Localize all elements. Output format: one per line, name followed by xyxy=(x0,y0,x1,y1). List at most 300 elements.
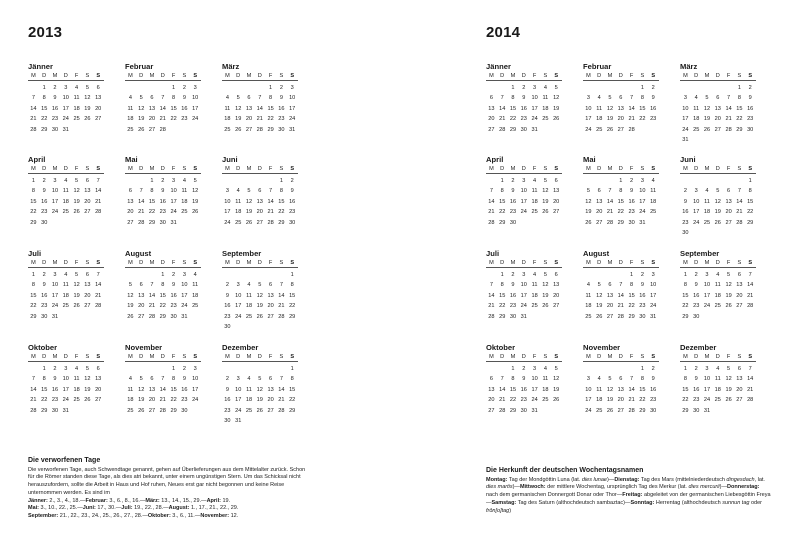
day-cell: 21 xyxy=(499,116,506,123)
day-cell: 15 xyxy=(289,386,296,393)
day-cell: 17 xyxy=(181,292,188,299)
day-cell: 29 xyxy=(628,313,635,320)
day-cell: 12 xyxy=(606,105,614,112)
day-cell: 29 xyxy=(682,407,689,414)
empty-cell xyxy=(702,176,713,187)
month-februar-2013 xyxy=(125,62,201,135)
day-cell: 8 xyxy=(640,376,644,383)
day-cell: 12 xyxy=(596,292,603,299)
empty-cell xyxy=(702,83,713,94)
weekday-label: D xyxy=(63,166,68,172)
day-cell: 14 xyxy=(159,105,166,112)
weekday-label: S xyxy=(737,166,742,172)
day-cell: 12 xyxy=(192,188,199,195)
day-cell: 13 xyxy=(245,105,253,112)
day-cell: 18 xyxy=(62,198,69,205)
day-cell: 18 xyxy=(73,386,80,393)
day-cell: 23 xyxy=(693,397,700,404)
day-cell: 17 xyxy=(682,116,689,123)
day-cell: 15 xyxy=(159,292,166,299)
day-grid xyxy=(125,176,201,229)
day-cell: 17 xyxy=(650,292,657,299)
day-cell: 6 xyxy=(608,282,612,289)
weekday-label: D xyxy=(597,260,602,266)
day-cell: 16 xyxy=(693,292,700,299)
day-cell: 19 xyxy=(542,198,549,205)
day-cell: 24 xyxy=(531,116,538,123)
day-cell: 27 xyxy=(488,126,495,133)
day-cell: 2 xyxy=(53,365,57,372)
day-cell: 15 xyxy=(639,386,646,393)
day-cell: 15 xyxy=(747,198,754,205)
day-cell: 14 xyxy=(148,292,156,299)
day-grid xyxy=(680,176,756,240)
day-cell: 27 xyxy=(127,219,134,226)
day-cell: 18 xyxy=(650,198,657,205)
day-cell: 26 xyxy=(192,209,199,216)
day-cell: 20 xyxy=(148,116,156,123)
day-cell: 10 xyxy=(170,188,177,195)
weekday-label: F xyxy=(171,260,176,266)
day-cell: 11 xyxy=(127,386,134,393)
day-cell: 2 xyxy=(522,84,526,91)
day-cell: 7 xyxy=(619,282,623,289)
day-cell: 12 xyxy=(245,198,253,205)
weekday-label: M xyxy=(489,73,494,79)
day-cell: 25 xyxy=(127,407,134,414)
day-cell: 17 xyxy=(192,386,199,393)
day-grid xyxy=(125,83,201,136)
day-cell: 23 xyxy=(170,303,177,310)
weekday-label: S xyxy=(182,260,187,266)
day-cell: 21 xyxy=(278,303,285,310)
day-grid xyxy=(583,270,659,323)
day-cell: 30 xyxy=(747,126,754,133)
day-cell: 3 xyxy=(533,365,537,372)
month-dezember-2013 xyxy=(222,343,298,427)
day-cell: 12 xyxy=(235,105,242,112)
day-cell: 4 xyxy=(586,282,590,289)
weekday-label: M xyxy=(225,166,230,172)
day-cell: 25 xyxy=(531,303,538,310)
day-cell: 28 xyxy=(628,407,635,414)
text-run: abgeleitet von der germanischen Liebesgöttin Freya— xyxy=(486,492,771,506)
day-cell: 28 xyxy=(278,407,285,414)
weekday-label: M xyxy=(607,166,613,172)
empty-cell xyxy=(615,270,626,281)
weekday-label: D xyxy=(500,260,505,266)
day-cell: 23 xyxy=(159,209,166,216)
day-cell: 9 xyxy=(290,188,294,195)
day-cell: 5 xyxy=(727,365,731,372)
day-cell: 15 xyxy=(509,386,517,393)
day-cell: 8 xyxy=(172,95,176,102)
day-cell: 20 xyxy=(553,198,560,205)
day-cell: 16 xyxy=(628,198,635,205)
day-cell: 28 xyxy=(138,219,145,226)
day-cell: 25 xyxy=(192,303,199,310)
day-cell: 1 xyxy=(172,365,176,372)
day-cell: 25 xyxy=(181,209,188,216)
verworfene-tage-note xyxy=(28,456,313,521)
weekday-term: Sonntag: xyxy=(630,499,655,506)
day-cell: 28 xyxy=(606,219,614,226)
day-cell: 27 xyxy=(95,116,102,123)
day-grid xyxy=(583,176,659,229)
day-cell: 2 xyxy=(161,177,165,184)
day-cell: 23 xyxy=(181,116,188,123)
day-cell: 31 xyxy=(62,126,69,133)
day-cell: 19 xyxy=(585,209,592,216)
day-cell: 3 xyxy=(651,271,655,278)
day-cell: 29 xyxy=(30,313,37,320)
weekday-label: S xyxy=(193,260,198,266)
day-cell: 30 xyxy=(41,313,48,320)
day-cell: 5 xyxy=(543,271,547,278)
weekday-label: D xyxy=(521,73,526,79)
day-cell: 31 xyxy=(682,137,689,144)
day-cell: 7 xyxy=(630,95,634,102)
day-cell: 20 xyxy=(714,116,721,123)
day-cell: 17 xyxy=(235,397,242,404)
day-cell: 29 xyxy=(499,313,506,320)
day-cell: 27 xyxy=(553,303,560,310)
day-cell: 5 xyxy=(85,84,89,91)
day-cell: 20 xyxy=(95,386,102,393)
day-cell: 7 xyxy=(500,376,504,383)
day-cell: 29 xyxy=(30,219,37,226)
month-name: November xyxy=(125,343,163,352)
empty-cell xyxy=(147,83,158,94)
day-cell: 30 xyxy=(224,324,231,331)
day-cell: 16 xyxy=(51,105,59,112)
weekday-label: D xyxy=(160,354,165,360)
day-cell: 1 xyxy=(630,271,634,278)
day-cell: 30 xyxy=(159,219,166,226)
day-grid xyxy=(28,83,104,136)
day-cell: 1 xyxy=(172,84,176,91)
day-cell: 2 xyxy=(651,84,655,91)
weekday-label: D xyxy=(160,166,165,172)
day-cell: 16 xyxy=(520,105,527,112)
day-cell: 11 xyxy=(704,198,710,205)
month-juni-2014 xyxy=(680,155,756,239)
empty-cell xyxy=(605,364,616,375)
weekday-label: D xyxy=(500,354,505,360)
dates-text: 3., 10., 22., 25.— xyxy=(39,505,83,512)
weekday-label: S xyxy=(85,354,90,360)
weekday-label: F xyxy=(726,354,731,360)
day-cell: 24 xyxy=(289,116,296,123)
day-cell: 16 xyxy=(682,209,689,216)
day-cell: 14 xyxy=(95,188,102,195)
day-cell: 6 xyxy=(269,376,273,383)
day-cell: 6 xyxy=(489,95,493,102)
day-grid xyxy=(125,364,201,417)
day-cell: 20 xyxy=(148,397,156,404)
day-cell: 10 xyxy=(520,282,527,289)
weekday-label: D xyxy=(500,73,505,79)
month-mai-2013 xyxy=(125,155,201,228)
day-cell: 11 xyxy=(62,282,69,289)
month-label: Juli: xyxy=(121,505,133,512)
day-cell: 26 xyxy=(553,397,560,404)
day-cell: 5 xyxy=(139,95,143,102)
day-cell: 12 xyxy=(585,198,592,205)
weekday-header xyxy=(125,259,201,268)
empty-cell xyxy=(233,176,244,187)
weekday-label: M xyxy=(225,260,230,266)
month-name: März xyxy=(222,62,240,71)
day-cell: 5 xyxy=(608,376,612,383)
day-cell: 5 xyxy=(258,376,262,383)
empty-cell xyxy=(680,176,691,187)
month-name: Jänner xyxy=(486,62,511,71)
day-cell: 23 xyxy=(639,303,646,310)
day-cell: 1 xyxy=(290,271,294,278)
weekday-label: S xyxy=(640,354,645,360)
day-cell: 8 xyxy=(31,188,35,195)
day-cell: 10 xyxy=(192,376,199,383)
month-februar-2014 xyxy=(583,62,659,135)
day-cell: 17 xyxy=(520,292,527,299)
dates-text: 17., 30.— xyxy=(95,505,122,512)
dates-text: 13., 14., 15., 29.— xyxy=(159,497,207,504)
day-cell: 14 xyxy=(278,292,285,299)
day-cell: 15 xyxy=(170,105,177,112)
weekday-label: S xyxy=(748,260,753,266)
weekday-label: M xyxy=(31,73,36,79)
weekday-header xyxy=(680,259,756,268)
text-run: , lat. xyxy=(754,476,765,483)
day-cell: 7 xyxy=(269,188,273,195)
weekday-label: S xyxy=(651,260,656,266)
day-cell: 17 xyxy=(224,209,231,216)
weekday-label: S xyxy=(290,260,295,266)
dates-text: 21., 22., 23., 24., 25., 26., 27., 28.— xyxy=(58,513,148,520)
day-cell: 8 xyxy=(511,376,515,383)
day-cell: 23 xyxy=(520,397,527,404)
day-cell: 13 xyxy=(617,386,624,393)
empty-cell xyxy=(157,83,168,94)
day-cell: 5 xyxy=(128,282,132,289)
day-cell: 27 xyxy=(256,219,263,226)
empty-cell xyxy=(583,364,594,375)
day-cell: 3 xyxy=(522,271,526,278)
day-cell: 13 xyxy=(736,376,743,383)
weekday-header xyxy=(583,353,659,362)
day-cell: 9 xyxy=(511,188,515,195)
day-cell: 15 xyxy=(736,105,743,112)
day-cell: 9 xyxy=(279,95,283,102)
day-cell: 31 xyxy=(170,219,177,226)
day-cell: 3 xyxy=(172,177,176,184)
month-label: Juni: xyxy=(82,505,96,512)
day-cell: 3 xyxy=(53,177,57,184)
day-cell: 3 xyxy=(53,271,57,278)
month-märz-2014 xyxy=(680,62,756,146)
day-grid xyxy=(486,176,562,229)
day-cell: 18 xyxy=(531,198,538,205)
day-cell: 3 xyxy=(64,84,68,91)
weekday-label: M xyxy=(607,354,613,360)
day-cell: 11 xyxy=(192,282,199,289)
weekday-label: S xyxy=(85,260,90,266)
dates-text: 12. xyxy=(229,513,239,520)
day-cell: 28 xyxy=(499,126,506,133)
month-name: September xyxy=(680,249,720,258)
day-cell: 2 xyxy=(651,365,655,372)
day-cell: 15 xyxy=(148,198,156,205)
day-cell: 7 xyxy=(748,271,752,278)
day-cell: 21 xyxy=(488,303,495,310)
month-name: August xyxy=(583,249,610,258)
weekday-label: S xyxy=(640,166,645,172)
day-cell: 19 xyxy=(714,209,721,216)
note-date-lists xyxy=(28,498,238,520)
weekday-label: M xyxy=(510,260,516,266)
weekday-label: D xyxy=(618,354,623,360)
empty-cell xyxy=(125,270,136,281)
day-cell: 11 xyxy=(127,105,134,112)
day-cell: 25 xyxy=(714,397,721,404)
day-grid xyxy=(583,83,659,136)
day-grid xyxy=(486,83,562,136)
day-cell: 30 xyxy=(289,219,296,226)
day-cell: 10 xyxy=(585,386,592,393)
day-cell: 22 xyxy=(41,397,48,404)
day-cell: 26 xyxy=(725,397,732,404)
day-cell: 24 xyxy=(181,303,188,310)
weekday-label: S xyxy=(96,354,101,360)
day-cell: 23 xyxy=(747,116,754,123)
day-cell: 14 xyxy=(30,386,37,393)
day-cell: 21 xyxy=(747,386,754,393)
empty-cell xyxy=(626,83,637,94)
month-august-2013 xyxy=(125,249,201,322)
day-cell: 28 xyxy=(159,407,166,414)
text-run: Tag der Mondgöttin Luna (lat. xyxy=(507,476,582,483)
day-cell: 20 xyxy=(736,292,743,299)
day-grid xyxy=(486,364,562,417)
day-cell: 31 xyxy=(639,219,646,226)
day-cell: 23 xyxy=(41,303,48,310)
weekday-label: D xyxy=(715,73,720,79)
day-cell: 22 xyxy=(278,209,285,216)
day-cell: 16 xyxy=(650,105,657,112)
weekday-label: F xyxy=(171,166,176,172)
day-cell: 2 xyxy=(640,271,644,278)
day-cell: 26 xyxy=(84,397,91,404)
empty-cell xyxy=(254,270,265,281)
weekday-term: Samstag: xyxy=(491,499,517,506)
weekday-label: D xyxy=(257,260,262,266)
weekday-label: F xyxy=(74,260,79,266)
day-cell: 3 xyxy=(705,365,709,372)
empty-cell xyxy=(583,270,594,281)
weekday-label: D xyxy=(236,260,241,266)
weekday-label: S xyxy=(554,260,559,266)
empty-cell xyxy=(615,83,626,94)
weekday-label: F xyxy=(74,354,79,360)
day-cell: 31 xyxy=(703,407,711,414)
day-cell: 24 xyxy=(224,219,231,226)
day-cell: 11 xyxy=(596,386,603,393)
day-cell: 13 xyxy=(127,198,134,205)
month-name: Mai xyxy=(125,155,138,164)
empty-cell xyxy=(734,176,745,187)
day-cell: 23 xyxy=(41,209,48,216)
day-cell: 6 xyxy=(85,177,89,184)
day-cell: 10 xyxy=(703,282,711,289)
dates-text: 3., 6., 11.— xyxy=(170,513,201,520)
day-cell: 8 xyxy=(150,188,154,195)
day-cell: 22 xyxy=(148,209,156,216)
empty-cell xyxy=(680,83,691,94)
day-cell: 21 xyxy=(256,116,263,123)
day-cell: 8 xyxy=(290,376,294,383)
weekday-label: D xyxy=(160,73,165,79)
empty-cell xyxy=(147,270,158,281)
day-cell: 19 xyxy=(127,303,134,310)
day-cell: 17 xyxy=(289,105,296,112)
month-juni-2013 xyxy=(222,155,298,228)
day-cell: 25 xyxy=(127,126,134,133)
day-cell: 3 xyxy=(586,376,590,383)
day-cell: 16 xyxy=(289,198,296,205)
day-cell: 24 xyxy=(520,303,527,310)
day-cell: 10 xyxy=(62,376,69,383)
day-cell: 22 xyxy=(736,116,743,123)
day-cell: 6 xyxy=(96,84,100,91)
day-cell: 30 xyxy=(628,219,635,226)
day-cell: 18 xyxy=(693,116,700,123)
day-cell: 23 xyxy=(289,209,296,216)
day-cell: 14 xyxy=(267,198,274,205)
day-cell: 12 xyxy=(703,105,711,112)
day-cell: 11 xyxy=(246,386,252,393)
day-cell: 11 xyxy=(585,292,592,299)
day-cell: 29 xyxy=(289,407,296,414)
day-cell: 10 xyxy=(703,376,711,383)
weekday-header xyxy=(583,72,659,81)
day-cell: 13 xyxy=(267,292,274,299)
month-label: Mai: xyxy=(28,505,39,512)
day-cell: 17 xyxy=(703,386,711,393)
weekday-label: D xyxy=(521,354,526,360)
day-cell: 18 xyxy=(542,386,549,393)
text-run: Tag des Saturn (althochdeutsch sambaztac)— xyxy=(516,499,631,506)
empty-cell xyxy=(254,176,265,187)
day-cell: 31 xyxy=(531,407,538,414)
day-cell: 23 xyxy=(278,116,285,123)
day-cell: 1 xyxy=(31,177,35,184)
day-cell: 18 xyxy=(703,209,711,216)
day-cell: 12 xyxy=(256,386,263,393)
day-cell: 24 xyxy=(235,313,242,320)
day-cell: 4 xyxy=(716,365,720,372)
day-cell: 25 xyxy=(714,303,721,310)
day-cell: 14 xyxy=(138,198,145,205)
day-cell: 22 xyxy=(170,397,177,404)
day-cell: 28 xyxy=(747,303,754,310)
day-cell: 9 xyxy=(53,95,57,102)
weekday-label: F xyxy=(726,73,731,79)
weekday-label: F xyxy=(74,166,79,172)
day-cell: 22 xyxy=(617,209,624,216)
day-cell: 16 xyxy=(650,386,657,393)
weekday-label: S xyxy=(193,354,198,360)
